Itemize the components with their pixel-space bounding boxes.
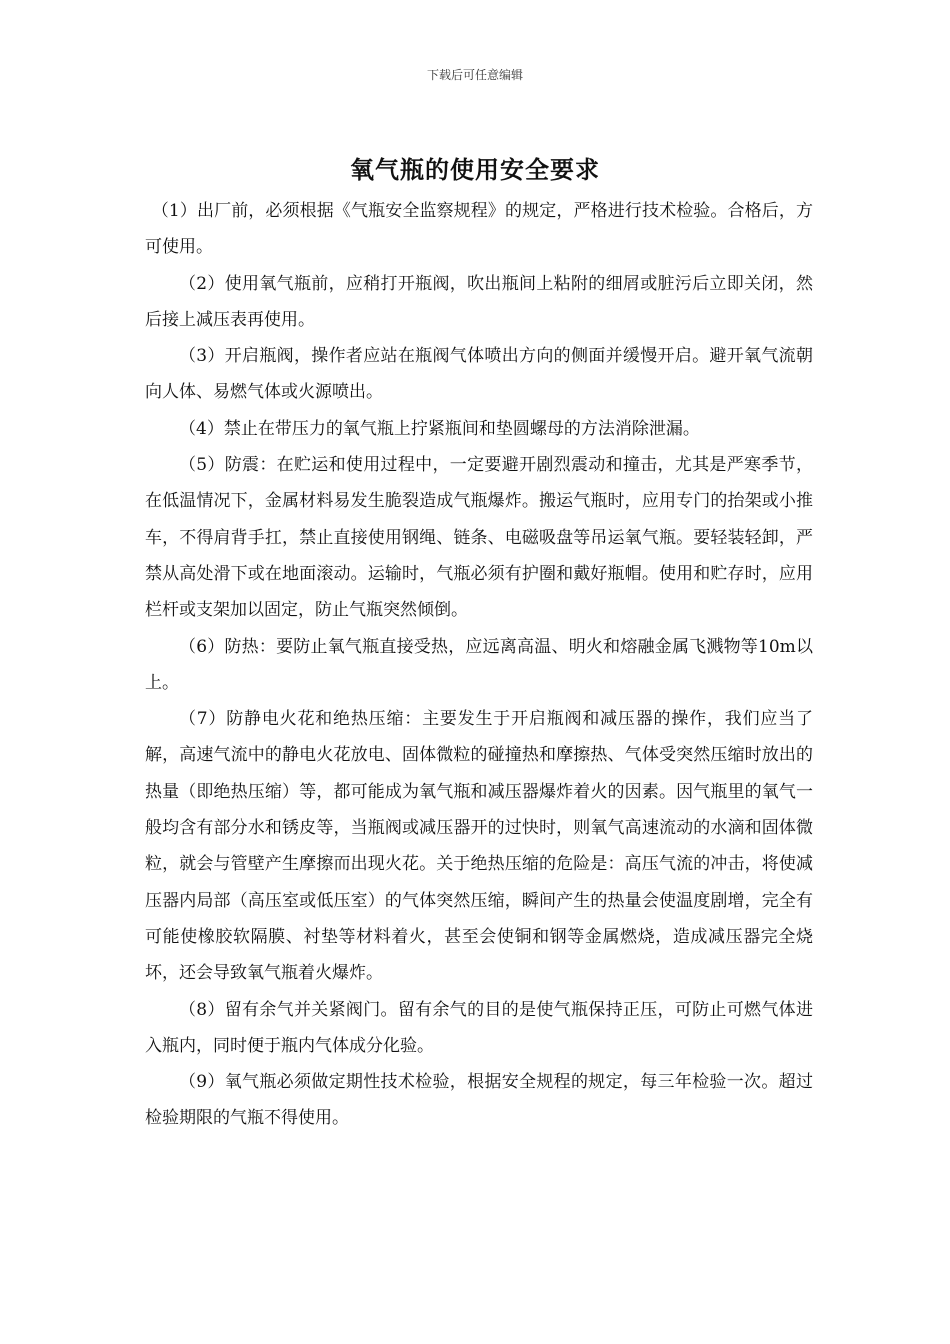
document-title: 氧气瓶的使用安全要求 [350, 155, 600, 184]
header-note: 下载后可任意编辑 [426, 68, 523, 82]
paragraph-6: （6）防热：要防止氧气瓶直接受热，应远离高温、明火和熔融金属飞溅物等10m以上。 [145, 636, 813, 693]
paragraph-4: （4）禁止在带压力的氧气瓶上拧紧瓶间和垫圆螺母的方法消除泄漏。 [179, 418, 700, 439]
paragraph-5: （5）防震：在贮运和使用过程中，一定要避开剧烈震动和撞击，尤其是严寒季节，在低温情况下，金属材料易发生脆裂造成气瓶爆炸。搬运气瓶时，应用专门的抬架或小推车，不得肩背手扛，禁止直接使用钢绳、链条、电磁吸盘等吊运氧气瓶。要轻装轻卸，严禁从高处滑下或在地面滚动。运输时，气瓶必须有护圈和戴好瓶帽。使用和贮存时，应用栏杆或支架加以固定，防止气瓶突然倾倒。 [145, 455, 813, 621]
paragraph-7: （7）防静电火花和绝热压缩：主要发生于开启瓶阀和减压器的操作，我们应当了解，高速气流中的静电火花放电、固体微粒的碰撞热和摩擦热、气体受突然压缩时放出的热量（即绝热压缩）等，都可能成为氧气瓶和减压器爆炸着火的因素。因气瓶里的氧气一般均含有部分水和锈皮等，当瓶阀或减压器开的过快时，则氧气高速流动的水滴和固体微粒，就会与管壁产生摩擦而出现火花。关于绝热压缩的危险是：高压气流的冲击，将使减压器内局部（高压室或低压室）的气体突然压缩，瞬间产生的热量会使温度剧增，完全有可能使橡胶软隔膜、衬垫等材料着火，甚至会使铜和钢等金属燃烧，造成减压器完全烧坏，还会导致氧气瓶着火爆炸。 [145, 709, 813, 984]
paragraph-9: （9）氧气瓶必须做定期性技术检验，根据安全规程的规定，每三年检验一次。超过检验期限的气瓶不得使用。 [145, 1072, 813, 1129]
paragraph-2: （2）使用氧气瓶前，应稍打开瓶阀，吹出瓶间上粘附的细屑或脏污后立即关闭，然后接上减压表再使用。 [145, 273, 813, 330]
paragraph-3: （3）开启瓶阀，操作者应站在瓶阀气体喷出方向的侧面并缓慢开启。避开氧气流朝向人体、易燃气体或火源喷出。 [145, 346, 813, 403]
paragraph-8: （8）留有余气并关紧阀门。留有余气的目的是使气瓶保持正压，可防止可燃气体进入瓶内，同时便于瓶内气体成分化验。 [145, 999, 813, 1056]
paragraph-1: （1）出厂前，必须根据《气瓶安全监察规程》的规定，严格进行技术检验。合格后，方可使用。 [145, 201, 813, 258]
document-body [145, 193, 813, 1137]
